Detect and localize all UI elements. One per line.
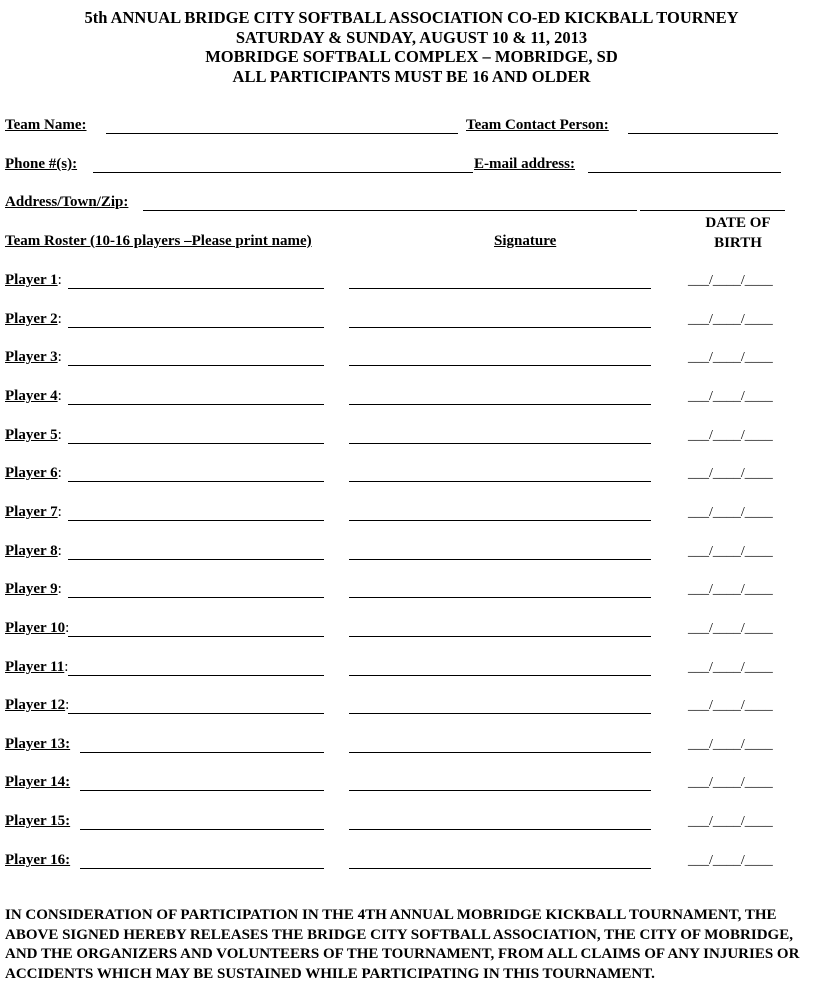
player-dob-field[interactable]: ___/____/____: [688, 737, 773, 752]
player-name-label: Player 11: [5, 659, 65, 675]
player-signature-field[interactable]: [349, 713, 651, 714]
dob-header: [690, 213, 786, 253]
player-signature-field[interactable]: [349, 868, 651, 869]
player-name-field[interactable]: [68, 675, 324, 676]
player-signature-field[interactable]: [349, 790, 651, 791]
player-name-field[interactable]: [68, 597, 324, 598]
dob-header-line-1: DATE OF: [705, 215, 771, 231]
colon: :: [57, 427, 62, 443]
player-dob-field[interactable]: ___/____/____: [688, 428, 773, 443]
player-dob-field[interactable]: ___/____/____: [688, 505, 773, 520]
player-name-field[interactable]: [68, 404, 324, 405]
title-line-4: ALL PARTICIPANTS MUST BE 16 AND OLDER: [232, 66, 591, 86]
player-label: [5, 388, 62, 405]
colon: :: [57, 388, 62, 404]
colon: :: [57, 504, 62, 520]
player-name-field[interactable]: [68, 481, 324, 482]
player-name-label: Player 14:: [5, 774, 71, 790]
email-label: E-mail address:: [474, 156, 575, 172]
player-signature-field[interactable]: [349, 829, 651, 830]
player-name-label: Player 12: [5, 697, 66, 713]
player-dob-field[interactable]: ___/____/____: [688, 775, 773, 790]
player-name-field[interactable]: [68, 559, 324, 560]
player-name-field[interactable]: [68, 713, 324, 714]
player-dob-field[interactable]: ___/____/____: [688, 544, 773, 559]
player-name-field[interactable]: [80, 752, 324, 753]
player-name-label: Player 10: [5, 620, 66, 636]
phone-field[interactable]: [93, 172, 473, 173]
signature-label: Signature: [494, 233, 557, 249]
player-label: [5, 272, 62, 289]
player-name-field[interactable]: [68, 443, 324, 444]
player-label: [5, 427, 62, 444]
team-name-field[interactable]: [106, 133, 458, 134]
player-name-label: Player 6: [5, 465, 58, 481]
player-name-label: Player 2: [5, 311, 58, 327]
player-label: [5, 697, 69, 714]
colon: :: [65, 697, 70, 713]
player-dob-field[interactable]: ___/____/____: [688, 698, 773, 713]
colon: :: [57, 543, 62, 559]
team-name-label: Team Name:: [5, 117, 87, 133]
player-signature-field[interactable]: [349, 288, 651, 289]
address-field[interactable]: [143, 210, 637, 211]
player-label: [5, 620, 69, 637]
player-signature-field[interactable]: [349, 597, 651, 598]
player-name-label: Player 3: [5, 349, 58, 365]
player-signature-field[interactable]: [349, 365, 651, 366]
title-line-3: MOBRIDGE SOFTBALL COMPLEX – MOBRIDGE, SD: [205, 47, 618, 66]
player-signature-field[interactable]: [349, 559, 651, 560]
player-name-field[interactable]: [68, 520, 324, 521]
player-label: [5, 659, 68, 676]
waiver-text: IN CONSIDERATION OF PARTICIPATION IN THE 4TH ANNUAL MOBRIDGE KICKBALL TOURNAMENT, THE ABOVE SIGNED HEREBY RELEASES THE BRIDGE CITY SOFTBALL ASSOCIATION, THE CITY OF MOBRIDGE, AND THE ORGANIZERS AND VOLUNTEERS OF THE TOURNAMENT, FROM ALL CLAIMS OF ANY INJURIES OR ACCIDENTS WHICH MAY BE SUSTAINED WHILE PARTICIPATING IN THIS TOURNAMENT.: [5, 907, 800, 982]
player-label: [5, 581, 62, 598]
player-dob-field[interactable]: ___/____/____: [688, 389, 773, 404]
colon: :: [57, 311, 62, 327]
player-signature-field[interactable]: [349, 636, 651, 637]
player-dob-field[interactable]: ___/____/____: [688, 814, 773, 829]
player-signature-field[interactable]: [349, 481, 651, 482]
player-label: [5, 736, 70, 753]
address-field-extra[interactable]: [640, 210, 785, 211]
player-label: [5, 311, 62, 328]
player-name-label: Player 1: [5, 272, 58, 288]
player-label: [5, 465, 62, 482]
player-name-label: Player 7: [5, 504, 58, 520]
player-dob-field[interactable]: ___/____/____: [688, 621, 773, 636]
colon: :: [57, 272, 62, 288]
player-dob-field[interactable]: ___/____/____: [688, 582, 773, 597]
player-dob-field[interactable]: ___/____/____: [688, 853, 773, 868]
player-dob-field[interactable]: ___/____/____: [688, 466, 773, 481]
roster-label: Team Roster (10-16 players –Please print name): [5, 233, 312, 249]
player-name-label: Player 8: [5, 543, 58, 559]
title-line-1: 5th ANNUAL BRIDGE CITY SOFTBALL ASSOCIATION CO-ED KICKBALL TOURNEY: [84, 8, 739, 27]
player-dob-field[interactable]: ___/____/____: [688, 660, 773, 675]
player-dob-field[interactable]: ___/____/____: [688, 312, 773, 327]
player-label: [5, 774, 70, 791]
player-dob-field[interactable]: ___/____/____: [688, 273, 773, 288]
phone-label: Phone #(s):: [5, 156, 78, 172]
colon: :: [57, 465, 62, 481]
player-label: [5, 852, 70, 869]
player-name-field[interactable]: [68, 365, 324, 366]
player-label: [5, 813, 70, 830]
player-signature-field[interactable]: [349, 675, 651, 676]
email-field[interactable]: [588, 172, 781, 173]
player-dob-field[interactable]: ___/____/____: [688, 350, 773, 365]
player-label: [5, 543, 62, 560]
player-name-label: Player 5: [5, 427, 58, 443]
player-signature-field[interactable]: [349, 404, 651, 405]
colon: :: [57, 349, 62, 365]
player-label: [5, 349, 62, 366]
colon: :: [64, 659, 69, 675]
team-contact-label: Team Contact Person:: [466, 117, 609, 133]
player-name-field[interactable]: [80, 868, 324, 869]
player-name-label: Player 15:: [5, 813, 71, 829]
address-label: Address/Town/Zip:: [5, 194, 129, 210]
player-name-label: Player 13:: [5, 736, 71, 752]
colon: :: [57, 581, 62, 597]
player-name-label: Player 9: [5, 581, 58, 597]
player-signature-field[interactable]: [349, 327, 651, 328]
form-title: [0, 8, 823, 86]
player-name-field[interactable]: [80, 790, 324, 791]
player-name-label: Player 16:: [5, 852, 71, 868]
player-label: [5, 504, 62, 521]
player-name-field[interactable]: [68, 636, 324, 637]
player-name-field[interactable]: [68, 288, 324, 289]
player-name-label: Player 4: [5, 388, 58, 404]
player-name-field[interactable]: [80, 829, 324, 830]
player-signature-field[interactable]: [349, 752, 651, 753]
title-line-2: SATURDAY & SUNDAY, AUGUST 10 & 11, 2013: [235, 27, 588, 47]
player-name-field[interactable]: [68, 327, 324, 328]
colon: :: [65, 620, 70, 636]
player-signature-field[interactable]: [349, 520, 651, 521]
player-signature-field[interactable]: [349, 443, 651, 444]
team-contact-field[interactable]: [628, 133, 778, 134]
dob-header-line-2: BIRTH: [714, 235, 762, 251]
